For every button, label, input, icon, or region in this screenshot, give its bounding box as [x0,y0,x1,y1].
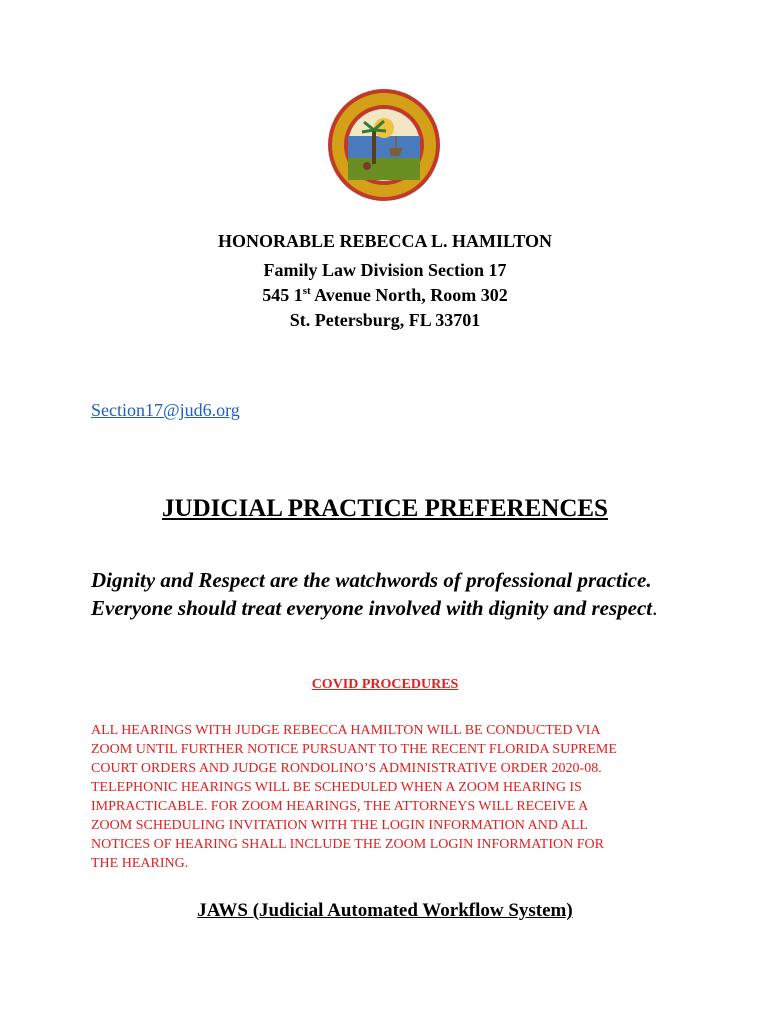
address-line [0,283,770,308]
judge-name: HONORABLE REBECCA L. HAMILTON [217,231,553,251]
division-line: Family Law Division Section 17 [263,260,507,280]
florida-state-seal-icon [327,88,441,202]
covid-line: NOTICES OF HEARING SHALL INCLUDE THE ZOOM LOGIN INFORMATION FOR [91,837,604,852]
covid-line: TELEPHONIC HEARINGS WILL BE SCHEDULED WHEN A ZOOM HEARING IS [91,780,582,795]
page-title: JUDICIAL PRACTICE PREFERENCES [162,495,608,522]
address-number: 545 1 [262,285,303,305]
address-ordinal: st [302,285,311,297]
city-line: St. Petersburg, FL 33701 [289,310,481,330]
covid-paragraph [91,721,681,873]
covid-line: COURT ORDERS AND JUDGE RONDOLINO’S ADMINISTRATIVE ORDER 2020-08. [91,761,602,776]
address-street: Avenue North, Room 302 [310,285,508,305]
covid-line: ZOOM UNTIL FURTHER NOTICE PURSUANT TO THE RECENT FLORIDA SUPREME [91,742,617,757]
email-link[interactable]: Section17@jud6.org [91,400,240,420]
covid-line: ALL HEARINGS WITH JUDGE REBECCA HAMILTON WILL BE CONDUCTED VIA [91,723,601,738]
jaws-heading: JAWS (Judicial Automated Workflow System) [197,900,573,921]
quote-text: Dignity and Respect are the watchwords of professional practice. Everyone should treat everyone involved with dignity and respect [91,568,653,620]
covid-line: IMPRACTICABLE. FOR ZOOM HEARINGS, THE ATTORNEYS WILL RECEIVE A [91,799,589,814]
dignity-quote [91,566,691,622]
covid-line: THE HEARING. [91,856,189,871]
quote-period: . [652,596,658,620]
covid-heading: COVID PROCEDURES [311,677,459,692]
covid-line: ZOOM SCHEDULING INVITATION WITH THE LOGIN INFORMATION AND ALL [91,818,588,833]
